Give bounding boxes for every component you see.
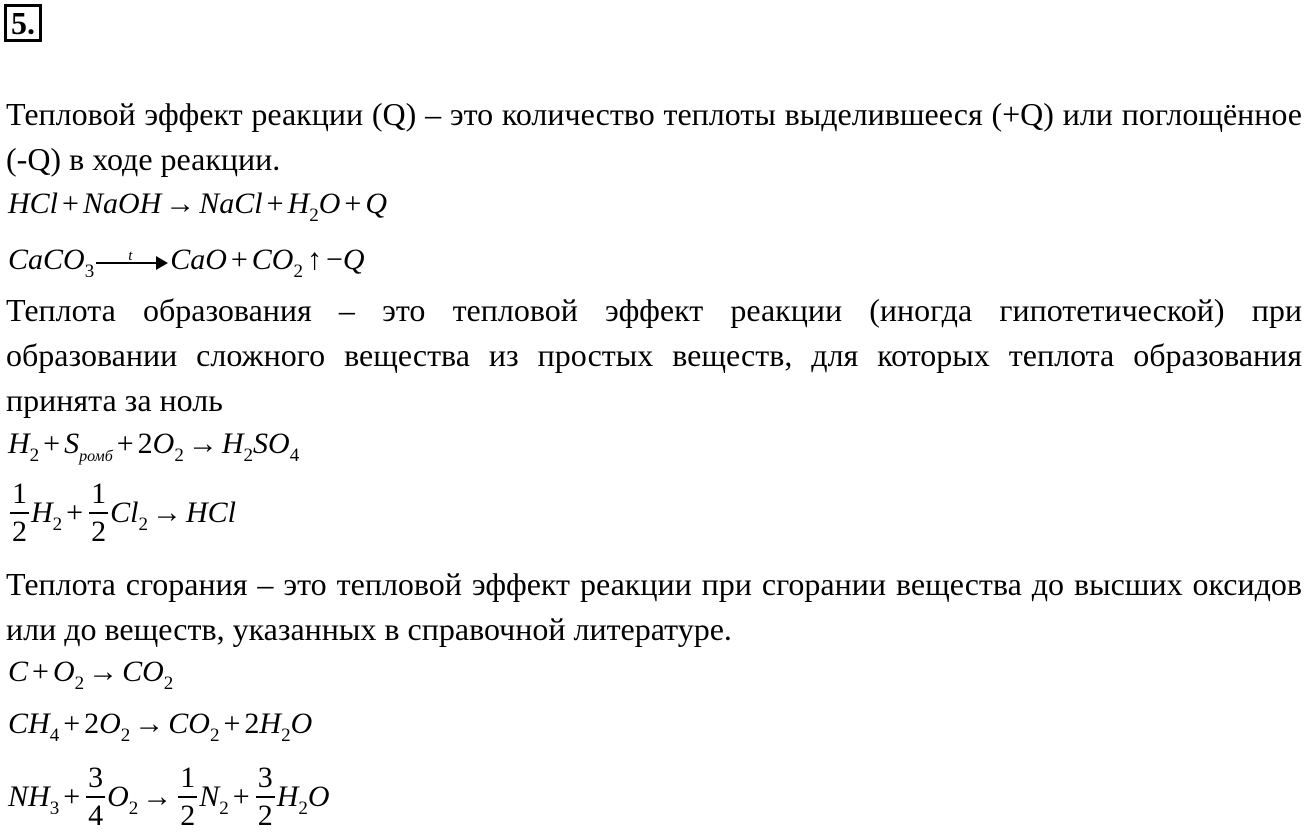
f1-q: Q [365,187,387,220]
f2-heat-arrow [96,248,168,272]
f6-h: H [259,707,282,740]
f3-plus-2: + [116,427,134,460]
f2-sub3: 3 [84,261,95,282]
f2-sub2: 2 [293,261,303,282]
f6-coef-1: 2 [84,707,100,740]
formula-neutralization [8,184,387,224]
f5-c: C [8,655,29,688]
f4-frac-2 [89,476,108,550]
f3-h-sub: 2 [29,445,40,466]
f6-ch-sub: 4 [49,725,60,746]
f6-co: CO [168,707,210,740]
f6-co-sub: 2 [209,725,220,746]
f4-frac-2-den: 2 [91,515,107,548]
f6-o-sub: 2 [120,725,131,746]
f6-coef-2: 2 [244,707,260,740]
f6-plus-2: + [223,707,241,740]
f4-frac-1-den: 2 [12,515,27,548]
f3-so-sub: 4 [289,445,300,466]
formula-hydrogen-chloride [8,478,236,552]
f1-o: O [318,187,341,220]
f3-h2: H [221,427,244,460]
f7-h-sub: 2 [298,797,308,819]
f5-co-sub: 2 [163,673,174,694]
task-number-box [4,4,42,42]
f7-frac-3-num: 3 [256,760,275,798]
f7-frac-2-num: 1 [178,760,197,798]
f4-h-sub: 2 [52,513,63,535]
f4-cl-sub: 2 [138,513,148,535]
f3-s-sub: ромб [79,448,113,465]
f4-hcl: HCl [185,495,236,529]
f2-cond-t: t [128,248,133,265]
f7-plus-1: + [63,779,81,813]
f5-arrow: → [88,655,119,688]
f1-plus-2: + [266,187,284,220]
f1-arrow: → [165,187,196,220]
formula-sulfuric-acid [8,424,299,464]
f2-plus: + [230,243,248,276]
f4-plus: + [66,495,84,529]
f7-nh-sub: 3 [49,797,60,819]
f1-nacl: NaCl [199,187,263,220]
f4-frac-2-num: 1 [89,476,108,514]
f7-o: O [107,779,129,813]
f3-s: S [64,427,80,460]
f7-frac-3-den: 2 [257,799,273,832]
formula-carbon-combustion [8,652,173,692]
f2-minus: − [325,243,343,276]
f5-o: O [52,655,75,688]
f7-arrow: → [142,779,173,813]
f1-h: H [287,187,310,220]
f5-co: CO [122,655,164,688]
f1-plus-3: + [344,187,362,220]
f6-ox: O [290,707,313,740]
f7-ox: O [307,779,330,813]
f3-arrow: → [187,427,218,460]
f1-h-sub: 2 [309,205,319,226]
f2-gas-arrow: ↑ [306,243,322,276]
f2-co: CO [251,243,294,276]
f3-so: SO [253,427,290,460]
f4-arrow: → [151,495,182,529]
f4-frac-1-num: 1 [10,476,29,514]
f4-frac-1 [10,476,29,550]
f7-n-sub: 2 [219,797,229,819]
f4-h: H [31,495,53,529]
f7-frac-1-den: 4 [88,799,104,832]
paragraph-heat-effect: Тепловой эффект реакции (Q) – это количество теплоты выделившееся (+Q) или поглощённое (-Q) в ходе реакции. [6,96,1302,177]
task-number: 5. [11,5,35,41]
f1-plus-1: + [62,187,79,220]
paragraph-formation-heat: Теплота образования – это тепловой эффект реакции (иногда гипотетической) при образовании сложного вещества из простых веществ, для которых теплота образования принята за ноль [6,292,1302,418]
f6-ch: CH [8,707,50,740]
f7-frac-1-num: 3 [86,760,105,798]
f7-frac-2 [178,760,197,834]
f5-o-sub: 2 [74,673,85,694]
f7-frac-3 [256,760,275,834]
f6-plus-1: + [63,707,81,740]
f7-frac-1 [86,760,105,834]
f7-plus-2: + [232,779,250,813]
f7-frac-2-den: 2 [180,799,196,832]
f7-nh: NH [8,779,50,813]
f6-arrow: → [134,707,165,740]
f5-plus: + [32,655,49,688]
formula-methane-combustion [8,704,312,744]
f3-o-sub: 2 [174,445,184,466]
f3-h: H [8,427,30,460]
f1-naoh: NaOH [82,187,162,220]
f3-o: O [152,427,175,460]
f7-h: H [276,779,299,813]
f2-caco: CaCO [8,243,85,276]
f3-coef: 2 [137,427,153,460]
f4-cl: Cl [110,495,139,529]
f7-o-sub: 2 [128,797,139,819]
f7-n: N [199,779,220,813]
f3-h2-sub: 2 [243,445,254,466]
f6-o: O [99,707,121,740]
formula-decomposition [8,240,365,280]
f1-hcl: HCl [8,187,59,220]
f2-q: Q [342,243,365,276]
f6-h-sub: 2 [281,725,291,746]
f3-plus-1: + [43,427,61,460]
f2-cao: CaO [170,243,227,276]
paragraph-combustion-heat: Теплота сгорания – это тепловой эффект реакции при сгорании вещества до высших оксидов или до веществ, указанных в справочной литературе. [6,566,1302,647]
formula-ammonia-combustion [8,762,330,836]
